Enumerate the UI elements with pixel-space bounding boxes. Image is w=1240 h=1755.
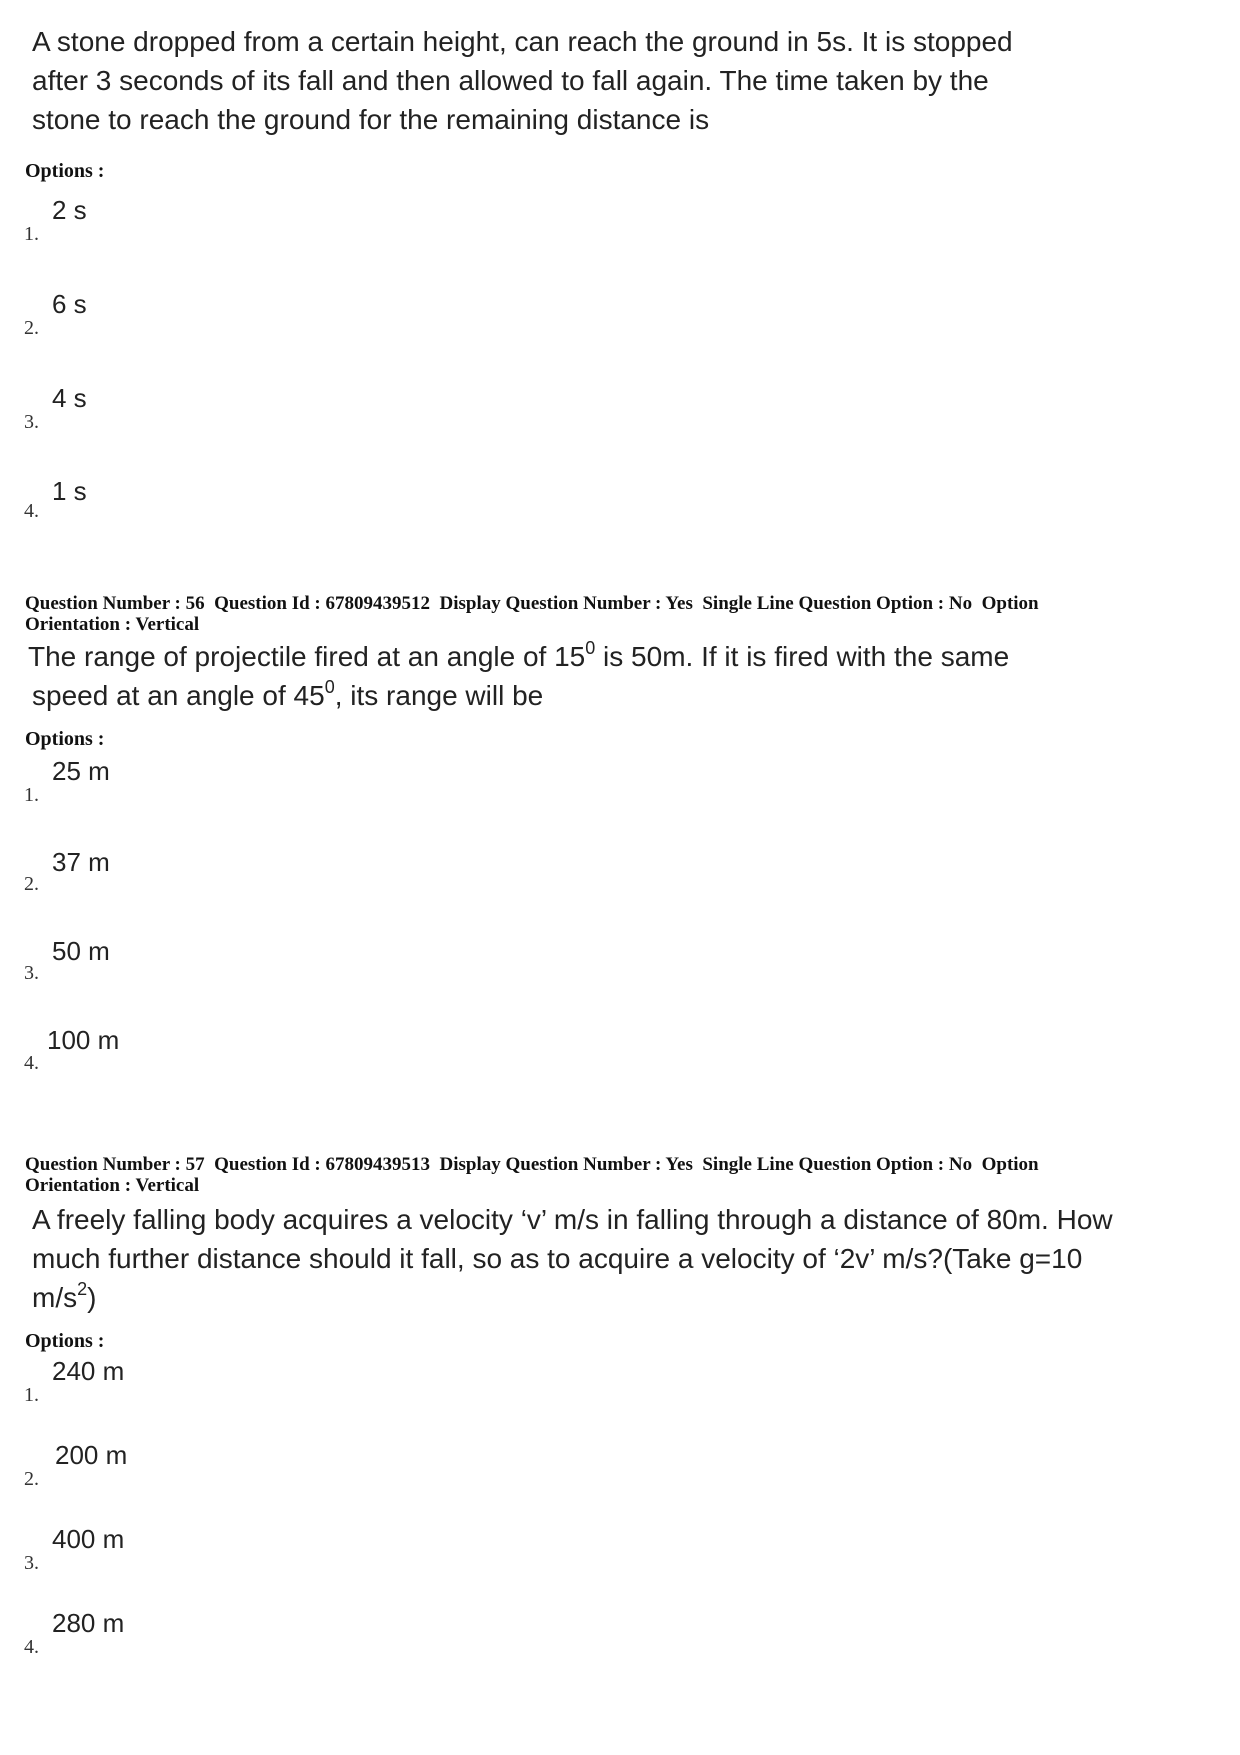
option-number: 2. xyxy=(24,1468,39,1490)
option-text: 280 m xyxy=(52,1608,125,1638)
option-text: 4 s xyxy=(52,383,87,413)
superscript: 2 xyxy=(77,1278,88,1299)
question-55-option-3[interactable] xyxy=(0,383,600,443)
question-56-option-3[interactable] xyxy=(0,936,600,996)
question-57-text xyxy=(32,1200,1152,1317)
question-56-text xyxy=(28,637,1148,715)
question-55-option-1[interactable] xyxy=(0,195,600,255)
question-57-option-1[interactable] xyxy=(0,1356,600,1416)
question-56-options-label: Options : xyxy=(25,728,105,750)
option-text: 400 m xyxy=(52,1524,125,1554)
option-number: 3. xyxy=(24,411,39,433)
option-number: 1. xyxy=(24,1384,39,1406)
option-number: 4. xyxy=(24,1052,39,1074)
option-number: 1. xyxy=(24,784,39,806)
option-number: 3. xyxy=(24,1552,39,1574)
option-text: 100 m xyxy=(47,1025,120,1055)
question-57-line-3-b: ) xyxy=(87,1282,97,1313)
question-56-line-2-a: speed at an angle of 45 xyxy=(32,680,325,711)
question-56-meta-line-1: Question Number : 56 Question Id : 67809439512 Display Question Number : Yes Single Line Question Option : No Option xyxy=(25,593,1039,614)
question-55-line-3: stone to reach the ground for the remaining distance is xyxy=(32,104,710,135)
option-number: 2. xyxy=(24,873,39,895)
question-57-option-3[interactable] xyxy=(0,1524,600,1584)
question-56-option-4[interactable] xyxy=(0,1025,600,1085)
question-56-line-1-b: is 50m. If it is fired with the same xyxy=(595,641,1010,672)
question-57-meta-line-2: Orientation : Vertical xyxy=(25,1175,200,1196)
question-56-line-1-a: The range of projectile fired at an angle of 15 xyxy=(28,641,586,672)
question-56-meta-line-2: Orientation : Vertical xyxy=(25,614,200,635)
question-57-option-4[interactable] xyxy=(0,1608,600,1668)
option-text: 25 m xyxy=(52,756,110,786)
question-55-options-label: Options : xyxy=(25,160,105,182)
question-57-meta xyxy=(25,1154,1205,1196)
option-number: 1. xyxy=(24,223,39,245)
question-55-option-4[interactable] xyxy=(0,476,600,536)
question-56-line-2 xyxy=(28,676,1148,715)
question-57-options-label: Options : xyxy=(25,1330,105,1352)
question-56-meta xyxy=(25,593,1205,635)
option-number: 4. xyxy=(24,500,39,522)
question-57-line-2: much further distance should it fall, so as to acquire a velocity of ‘2v’ m/s?(Take g=10 xyxy=(32,1243,1083,1274)
option-number: 3. xyxy=(24,962,39,984)
question-56-line-1 xyxy=(28,637,1148,676)
option-text: 240 m xyxy=(52,1356,125,1386)
question-56-option-2[interactable] xyxy=(0,847,600,907)
question-56-line-2-b: , its range will be xyxy=(334,680,544,711)
option-text: 6 s xyxy=(52,289,87,319)
question-55-text xyxy=(32,22,1152,139)
question-56-option-1[interactable] xyxy=(0,756,600,816)
question-57-line-1: A freely falling body acquires a velocity ‘v’ m/s in falling through a distance of 80m. How xyxy=(32,1204,1113,1235)
question-57-meta-line-1: Question Number : 57 Question Id : 67809439513 Display Question Number : Yes Single Line Question Option : No Option xyxy=(25,1154,1039,1175)
question-55-option-2[interactable] xyxy=(0,289,600,349)
option-number: 4. xyxy=(24,1636,39,1658)
question-57-option-2[interactable] xyxy=(0,1440,600,1500)
question-55-line-1: A stone dropped from a certain height, can reach the ground in 5s. It is stopped xyxy=(32,26,1013,57)
option-text: 37 m xyxy=(52,847,110,877)
question-57-line-3 xyxy=(32,1278,1152,1317)
superscript: 0 xyxy=(585,637,596,658)
option-number: 2. xyxy=(24,317,39,339)
option-text: 50 m xyxy=(52,936,110,966)
question-57-line-3-a: m/s xyxy=(32,1282,78,1313)
question-55-line-2: after 3 seconds of its fall and then allowed to fall again. The time taken by the xyxy=(32,65,989,96)
option-text: 1 s xyxy=(52,476,87,506)
option-text: 2 s xyxy=(52,195,87,225)
option-text: 200 m xyxy=(55,1440,128,1470)
superscript: 0 xyxy=(324,676,335,697)
